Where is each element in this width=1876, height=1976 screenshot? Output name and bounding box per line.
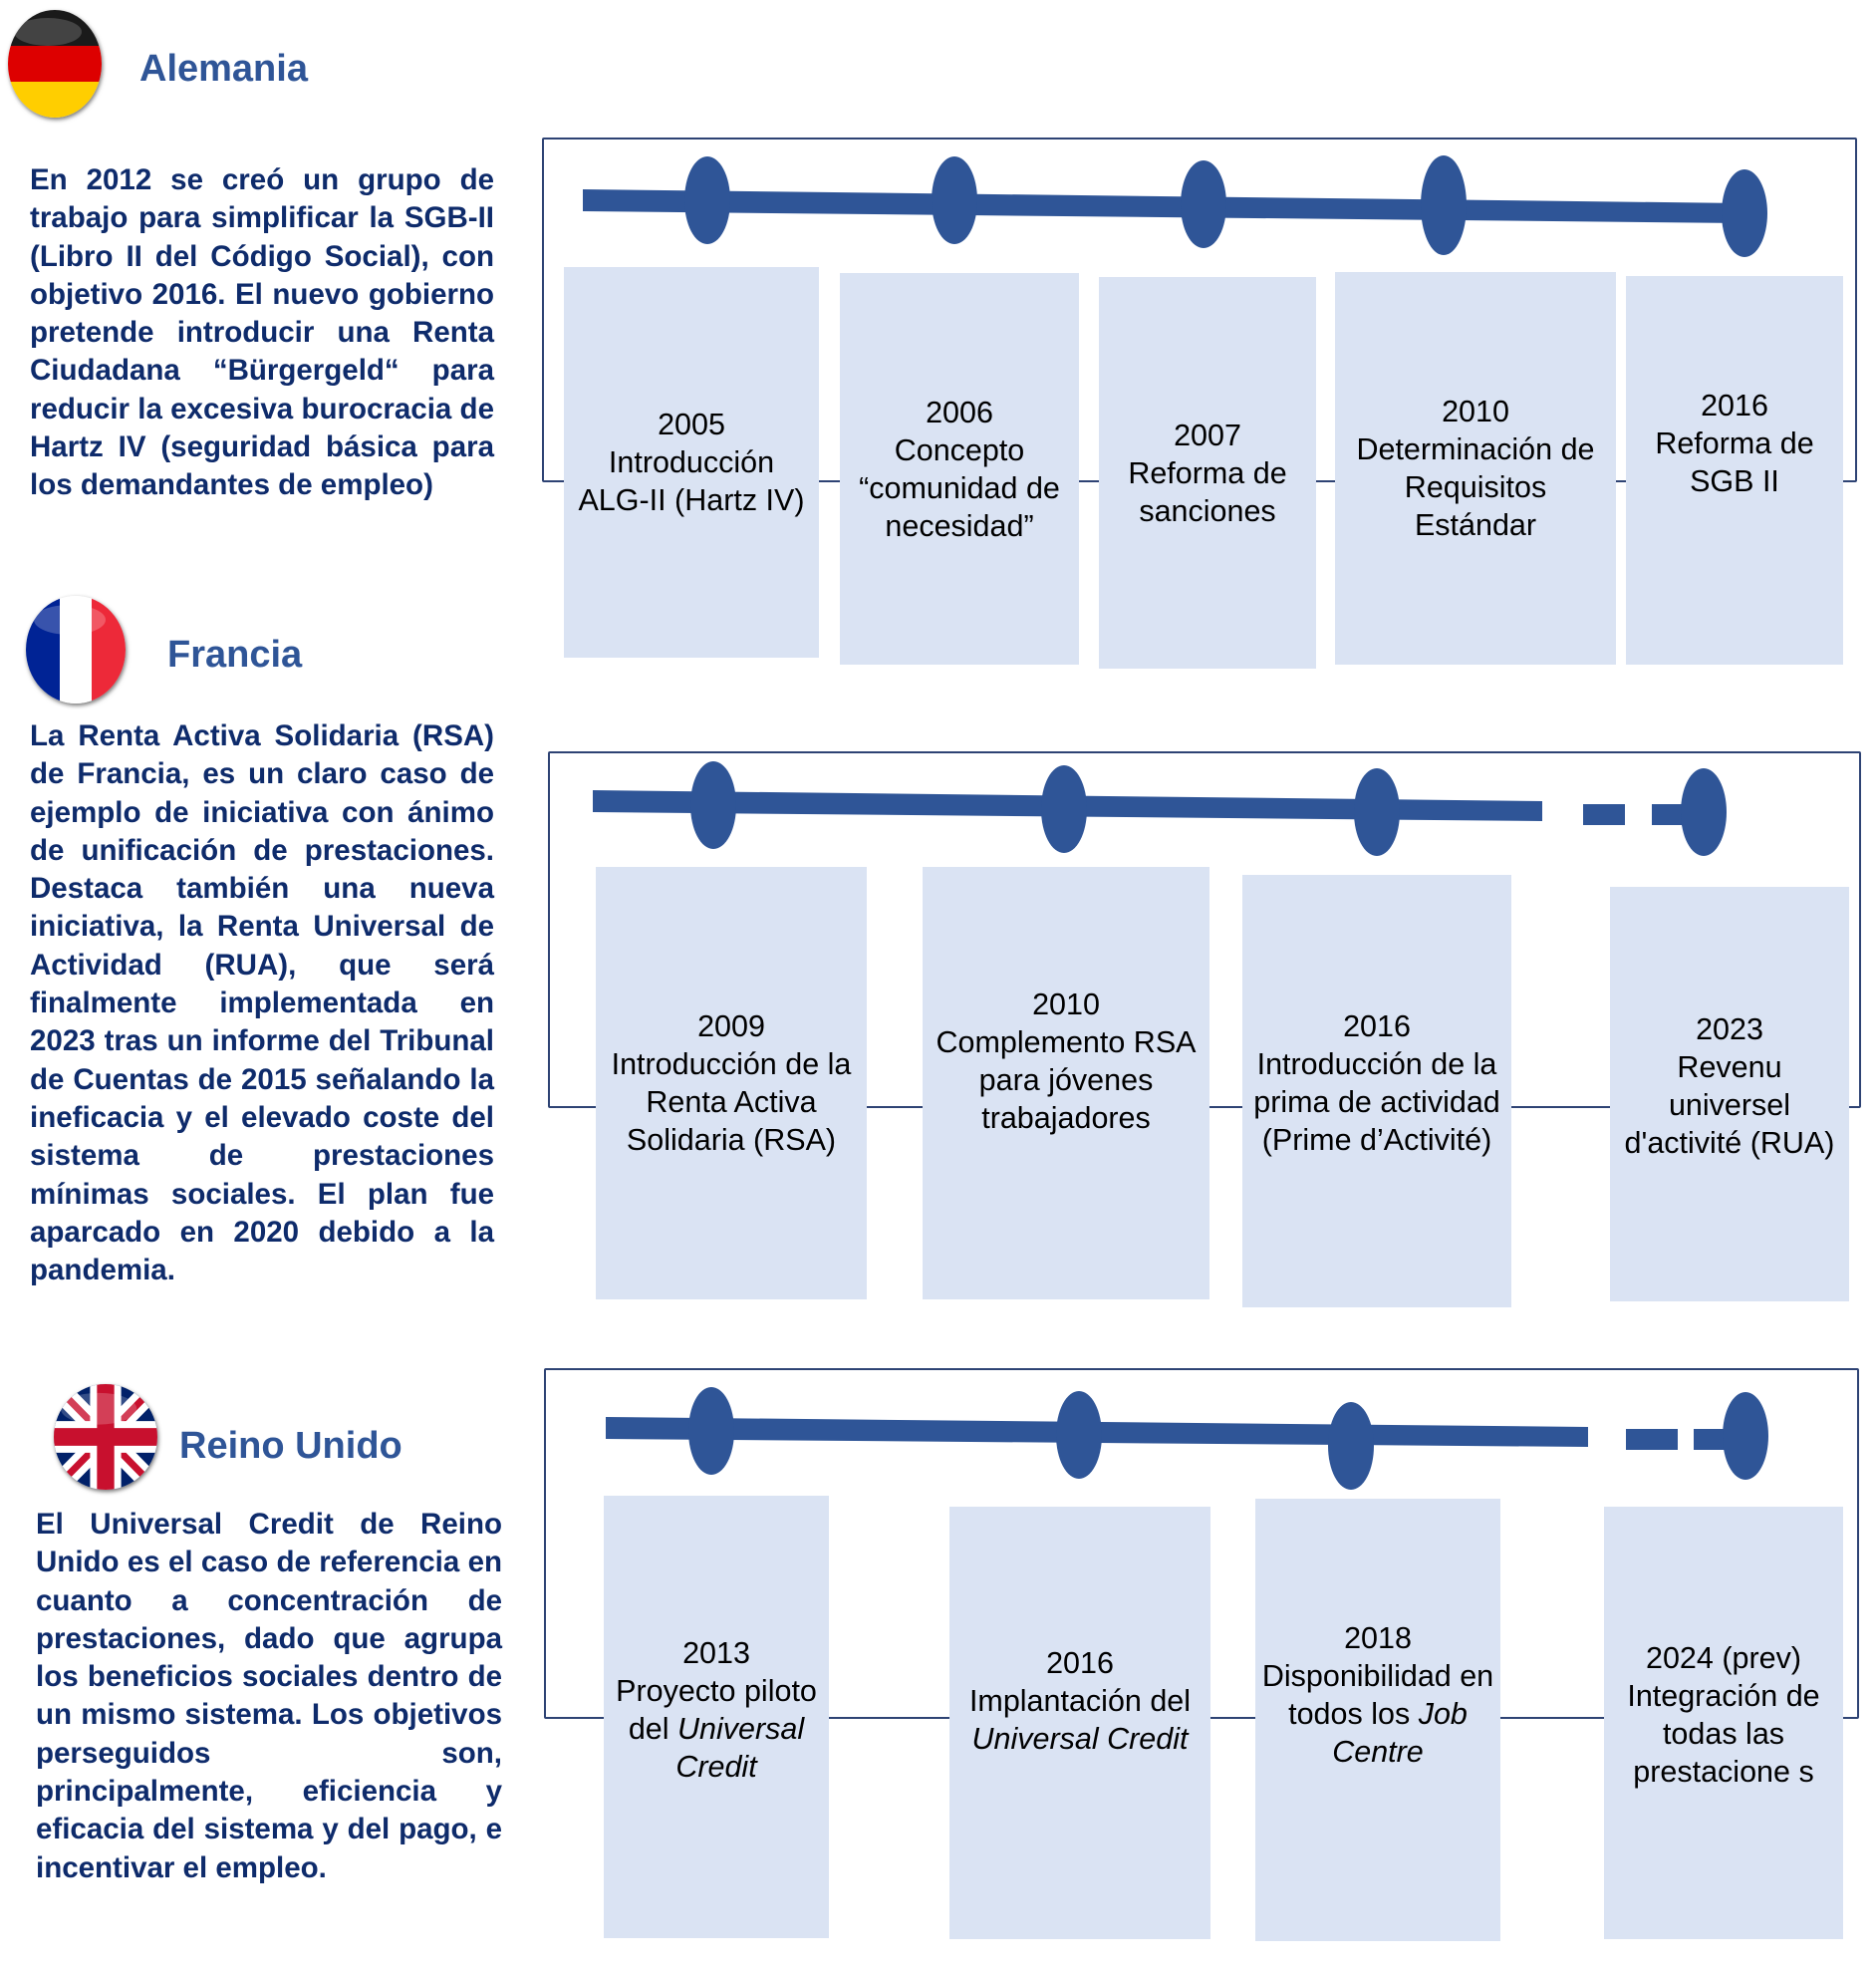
description-reino-unido: El Universal Credit de Reino Unido es el caso de referencia en cuanto a concentración de prestaciones, dado que agrupa los beneficios sociales dentro de un mismo sistema. Los objetivos perseguidos son, principalmente, eficiencia y eficacia del sistema y del pago, e incentivar el empleo. <box>36 1508 502 1884</box>
event-box-francia-1: 2010 Complemento RSA para jóvenes trabajadores <box>923 867 1209 1299</box>
event-box-reino-unido-0: 2013 Proyecto piloto del Universal Credit <box>604 1496 829 1938</box>
event-box-alemania-0: 2005 Introducción ALG-II (Hartz IV) <box>564 267 819 658</box>
event-box-francia-0: 2009 Introducción de la Renta Activa Solidaria (RSA) <box>596 867 867 1299</box>
country-title-reino-unido: Reino Unido <box>179 1425 402 1467</box>
event-box-alemania-2: 2007 Reforma de sanciones <box>1099 277 1316 669</box>
timeline-marker <box>1056 1391 1102 1479</box>
event-box-reino-unido-3: 2024 (prev) Integración de todas las prestacione s <box>1604 1507 1843 1939</box>
event-box-reino-unido-2: 2018 Disponibilidad en todos los Job Centre <box>1255 1499 1500 1941</box>
description-francia: La Renta Activa Solidaria (RSA) de Francia, es un claro caso de ejemplo de iniciativa con ánimo de unificación de prestaciones. Destaca también una nueva iniciativa, la Renta Universal de Actividad (RUA), que será finalmente implementada en 2023 tras un informe del Tribunal de Cuentas de 2015 señalando la ineficacia y el elevado coste del sistema de prestaciones mínimas sociales. El plan fue aparcado en 2020 debido a la pandemia. <box>30 719 494 1287</box>
country-title-francia: Francia <box>167 634 303 676</box>
event-box-reino-unido-1: 2016 Implantación del Universal Credit <box>949 1507 1210 1939</box>
event-box-francia-2: 2016 Introducción de la prima de actividad (Prime d’Activité) <box>1242 875 1511 1307</box>
timeline-marker <box>688 1387 734 1475</box>
event-box-francia-3: 2023 Revenu universel d'activité (RUA) <box>1610 887 1849 1301</box>
event-box-alemania-1: 2006 Concepto “comunidad de necesidad” <box>840 273 1079 665</box>
event-box-alemania-4: 2016 Reforma de SGB II <box>1626 276 1843 665</box>
event-box-alemania-3: 2010 Determinación de Requisitos Estándar <box>1335 272 1616 665</box>
timeline-marker <box>1723 1392 1768 1480</box>
timeline-marker <box>1328 1402 1374 1490</box>
country-title-alemania: Alemania <box>139 48 308 90</box>
description-alemania: En 2012 se creó un grupo de trabajo para simplificar la SGB-II (Libro II del Código Social), con objetivo 2016. El nuevo gobierno pretende introducir una Renta Ciudadana “Bürgergeld“ para reducir la excesiva burocracia de Hartz IV (seguridad básica para los demandantes de empleo) <box>30 163 494 502</box>
